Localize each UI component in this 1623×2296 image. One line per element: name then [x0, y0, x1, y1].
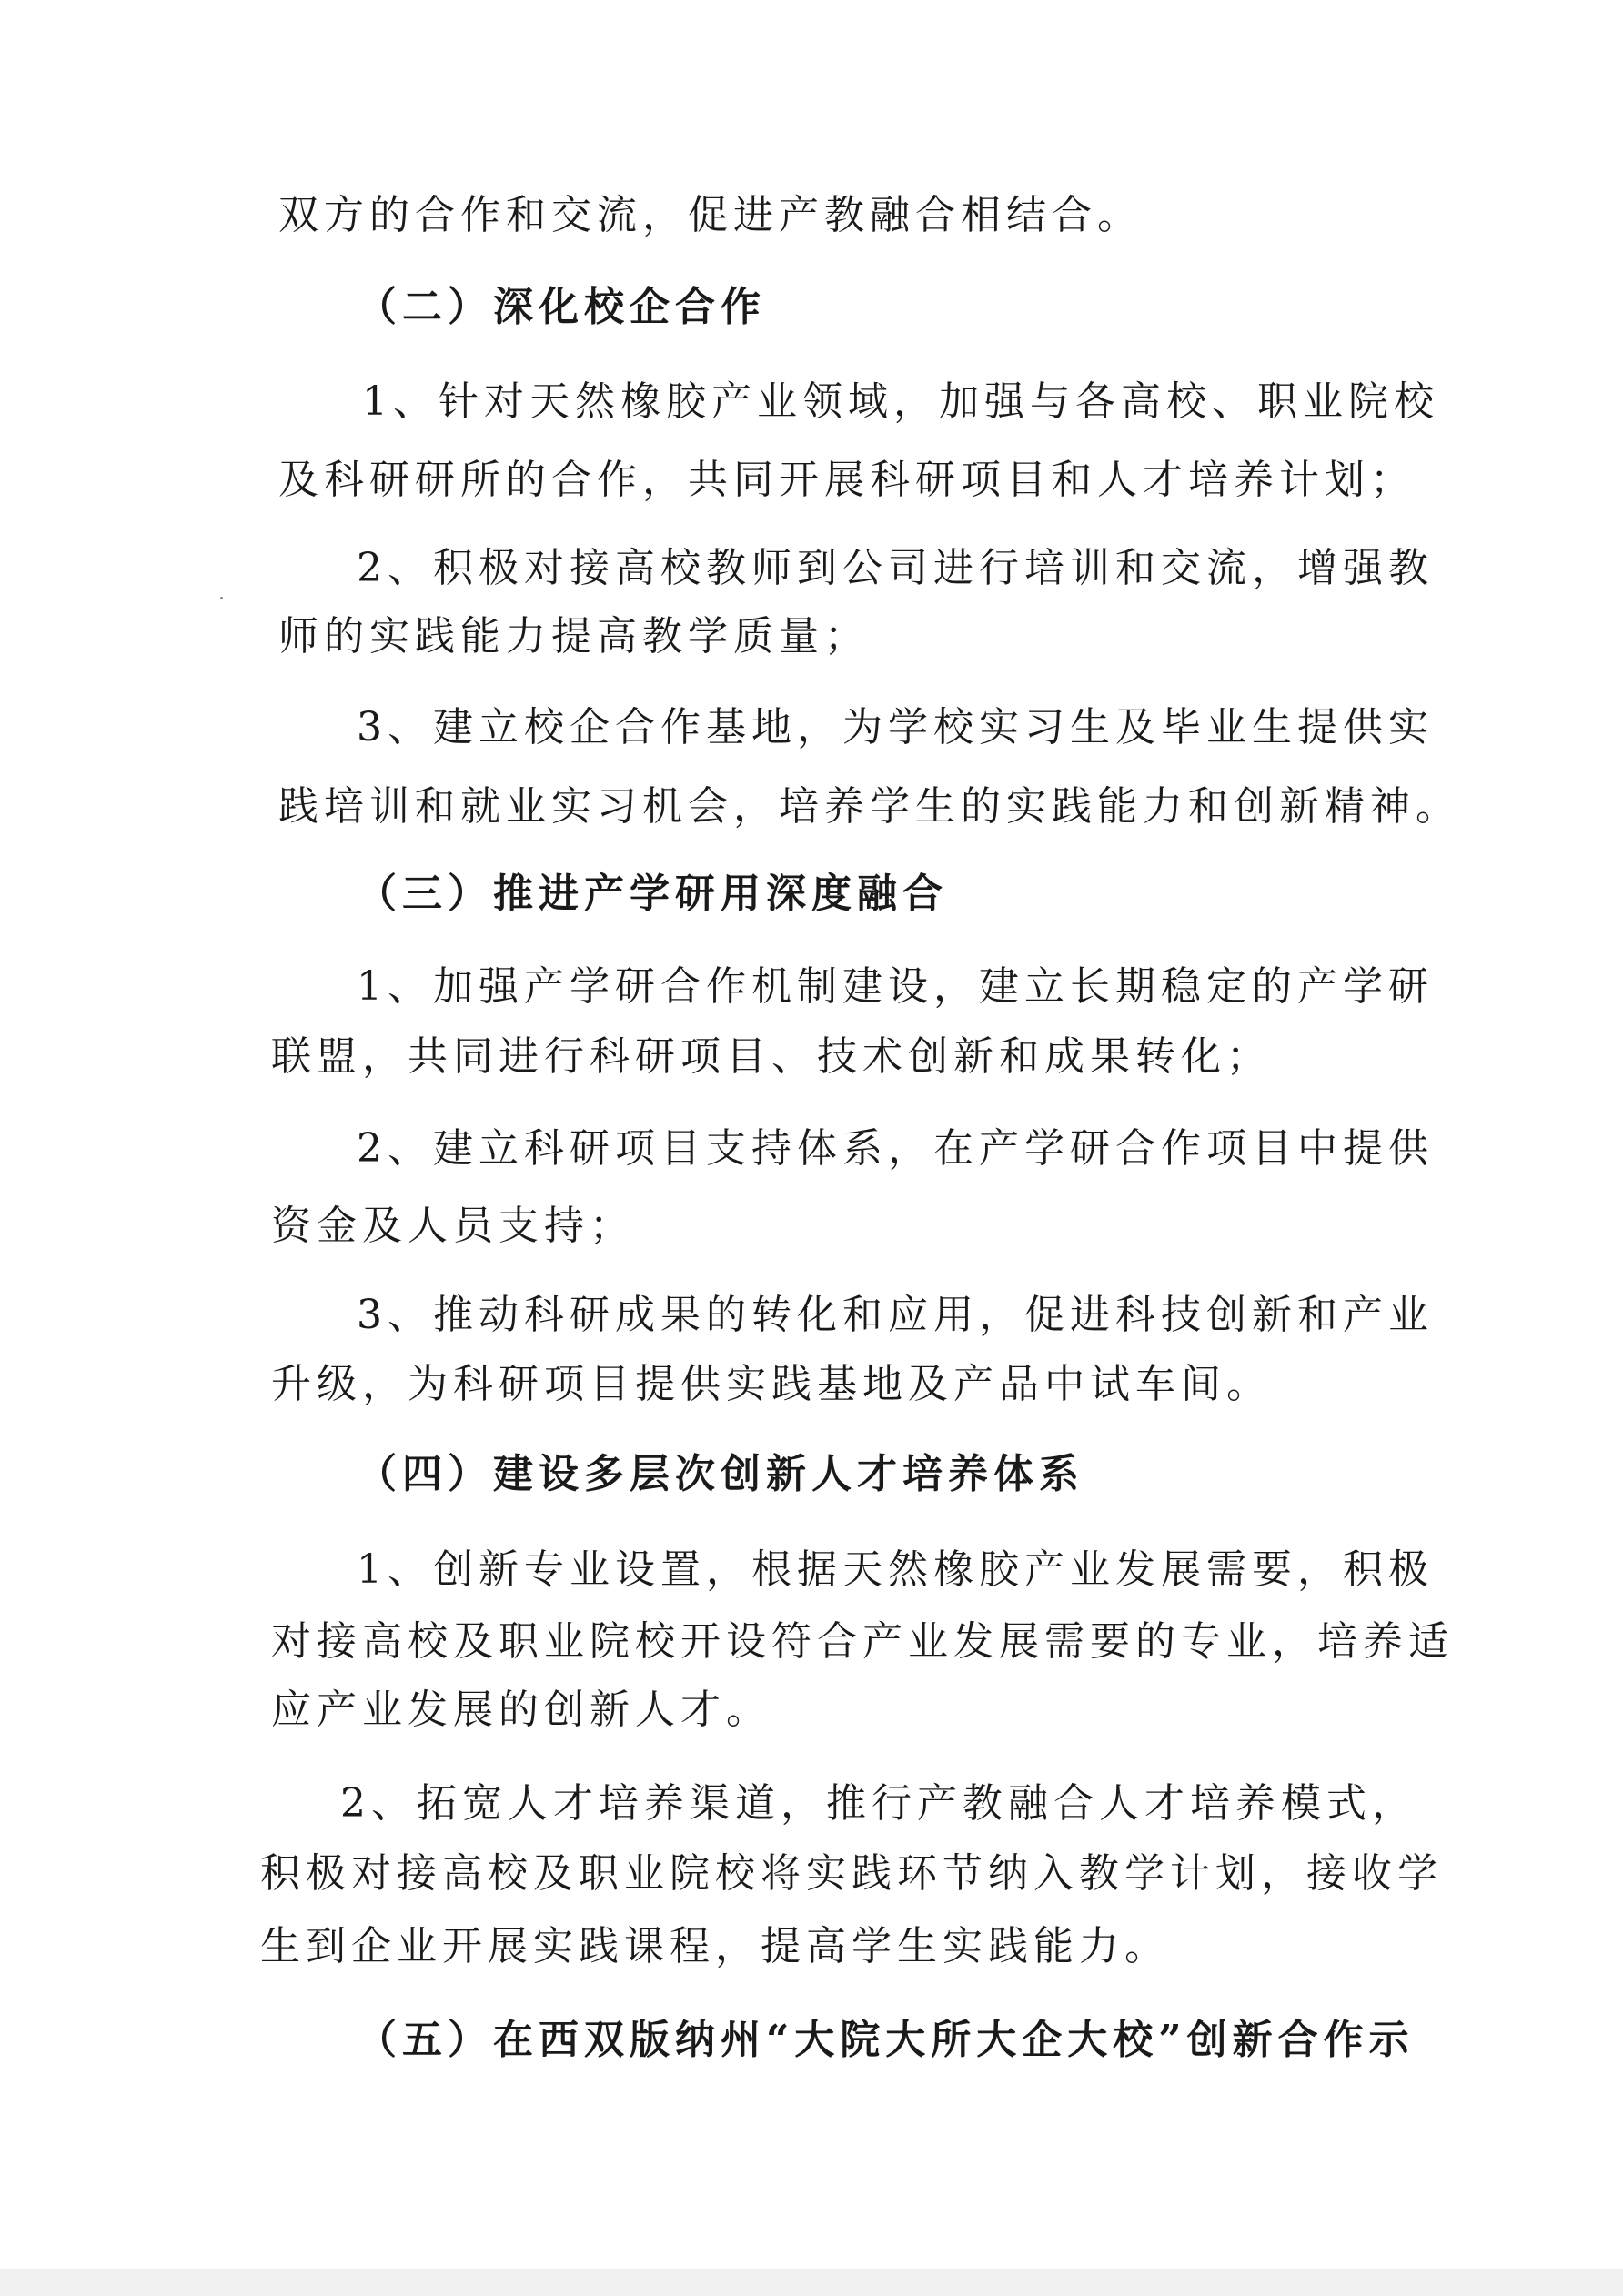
section-heading-2: （二）深化校企合作 [357, 284, 766, 330]
text-line: 及科研研所的合作，共同开展科研项目和人才培养计划； [278, 457, 1416, 503]
section-heading-4: （四）建设多层次创新人才培养体系 [357, 1451, 1084, 1497]
text-line: 3、推动科研成果的转化和应用，促进科技创新和产业 [357, 1292, 1434, 1338]
text-line: 师的实践能力提高教学质量； [278, 613, 870, 660]
text-line: 资金及人员支持； [271, 1203, 635, 1249]
text-line: 生到企业开展实践课程，提高学生实践能力。 [260, 1923, 1170, 1969]
text-line: 应产业发展的创新人才。 [271, 1687, 771, 1733]
text-line: 2、积极对接高校教师到公司进行培训和交流，增强教 [357, 545, 1434, 591]
text-line: 双方的合作和交流，促进产教融合相结合。 [278, 192, 1143, 238]
text-line: 2、拓宽人才培养渠道，推行产教融合人才培养模式， [340, 1780, 1417, 1827]
text-line: 积极对接高校及职业院校将实践环节纳入教学计划，接收学 [260, 1850, 1443, 1897]
text-line: 3、建立校企合作基地，为学校实习生及毕业生提供实 [357, 704, 1434, 750]
scan-speck [220, 597, 223, 599]
section-heading-5: （五）在西双版纳州“大院大所大企大校”创新合作示 [357, 2017, 1415, 2063]
text-line: 升级，为科研项目提供实践基地及产品中试车间。 [271, 1361, 1272, 1407]
text-line: 1、加强产学研合作机制建设，建立长期稳定的产学研 [357, 963, 1434, 1010]
section-heading-3: （三）推进产学研用深度融合 [357, 871, 948, 917]
text-line: 践培训和就业实习机会，培养学生的实践能力和创新精神。 [278, 783, 1461, 830]
text-line: 1、创新专业设置，根据天然橡胶产业发展需要，积极 [357, 1546, 1434, 1593]
text-line: 1、针对天然橡胶产业领域，加强与各高校、职业院校 [362, 378, 1439, 425]
text-line: 对接高校及职业院校开设符合产业发展需要的专业，培养适 [271, 1618, 1454, 1665]
scan-bottom-edge [0, 2269, 1623, 2296]
text-line: 2、建立科研项目支持体系，在产学研合作项目中提供 [357, 1125, 1434, 1172]
text-line: 联盟，共同进行科研项目、技术创新和成果转化； [271, 1033, 1272, 1080]
